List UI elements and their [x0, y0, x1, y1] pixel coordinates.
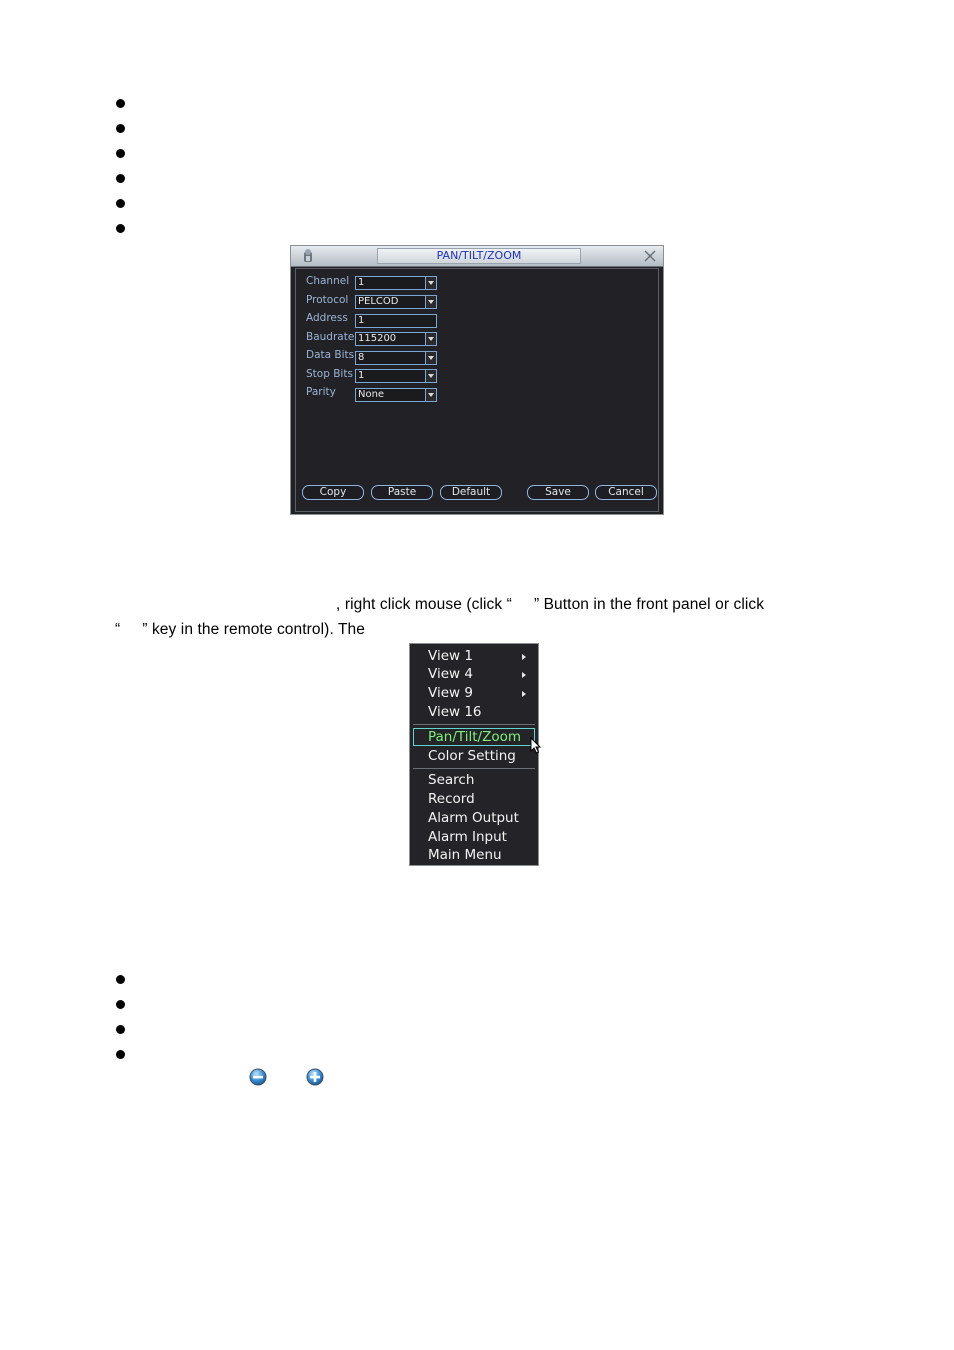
menu-item-search[interactable]: Search: [428, 772, 475, 788]
copy-button[interactable]: Copy: [302, 485, 364, 500]
app-icon: [301, 248, 315, 264]
address-value: 1: [358, 315, 365, 326]
paste-button[interactable]: Paste: [371, 485, 433, 500]
menu-item-main-menu[interactable]: Main Menu: [428, 847, 502, 863]
menu-item-alarm-input[interactable]: Alarm Input: [428, 829, 507, 845]
stop-bits-select[interactable]: [355, 369, 437, 383]
context-menu: [409, 643, 539, 866]
menu-item-alarm-output[interactable]: Alarm Output: [428, 810, 519, 826]
data-bits-value: 8: [358, 352, 365, 363]
parity-select[interactable]: [355, 388, 437, 402]
plus-circle-icon: [306, 1068, 324, 1086]
chevron-down-icon[interactable]: [425, 352, 436, 364]
chevron-right-icon: [522, 691, 526, 697]
menu-item-view-4[interactable]: View 4: [428, 666, 473, 682]
data-bits-label: Data Bits: [306, 349, 355, 361]
cancel-button[interactable]: Cancel: [595, 485, 657, 500]
bullet-5: [116, 199, 125, 208]
bullet-7: [116, 975, 125, 984]
chevron-right-icon: [522, 672, 526, 678]
menu-separator: [413, 768, 535, 769]
instruction-line-2: “ ” key in the remote control). The: [115, 621, 365, 638]
mouse-cursor-icon: [530, 737, 541, 754]
chevron-right-icon: [522, 654, 526, 660]
menu-item-color-setting[interactable]: Color Setting: [428, 748, 516, 764]
ptz-content: [295, 268, 659, 512]
bullet-6: [116, 224, 125, 233]
default-button[interactable]: Default: [440, 485, 502, 500]
baudrate-value: 115200: [358, 333, 397, 344]
bullet-2: [116, 124, 125, 133]
menu-item-view-9[interactable]: View 9: [428, 685, 473, 701]
menu-item-view-16[interactable]: View 16: [428, 704, 482, 720]
bullet-8: [116, 1000, 125, 1009]
menu-item-pan-tilt-zoom[interactable]: Pan/Tilt/Zoom: [428, 729, 522, 745]
chevron-down-icon[interactable]: [425, 296, 436, 308]
protocol-select[interactable]: [355, 295, 437, 309]
address-input[interactable]: [355, 314, 437, 328]
chevron-down-icon[interactable]: [425, 333, 436, 345]
baudrate-select[interactable]: [355, 332, 437, 346]
stop-bits-value: 1: [358, 370, 365, 381]
bullet-10: [116, 1050, 125, 1059]
chevron-down-icon[interactable]: [425, 370, 436, 382]
menu-item-view-1[interactable]: View 1: [428, 648, 473, 664]
minus-circle-icon: [249, 1068, 267, 1086]
bullet-9: [116, 1025, 125, 1034]
ptz-title: PAN/TILT/ZOOM: [377, 248, 581, 264]
ptz-titlebar: [291, 246, 663, 267]
chevron-down-icon[interactable]: [425, 277, 436, 289]
bullet-4: [116, 174, 125, 183]
bullet-3: [116, 149, 125, 158]
stop-bits-label: Stop Bits: [306, 368, 353, 380]
bullet-1: [116, 99, 125, 108]
menu-item-record[interactable]: Record: [428, 791, 475, 807]
data-bits-select[interactable]: [355, 351, 437, 365]
instruction-line-1: , right click mouse (click “ ” Button in the front panel or click: [336, 596, 765, 613]
chevron-down-icon[interactable]: [425, 389, 436, 401]
parity-label: Parity: [306, 386, 336, 398]
parity-value: None: [358, 389, 385, 400]
protocol-value: PELCOD: [358, 296, 399, 307]
menu-separator: [413, 724, 535, 725]
address-label: Address: [306, 312, 348, 324]
close-icon[interactable]: [643, 249, 657, 263]
channel-label: Channel: [306, 275, 350, 287]
protocol-label: Protocol: [306, 294, 349, 306]
baudrate-label: Baudrate: [306, 331, 355, 343]
ptz-dialog: [290, 245, 664, 515]
save-button[interactable]: Save: [527, 485, 589, 500]
channel-select[interactable]: [355, 276, 437, 290]
channel-value: 1: [358, 277, 365, 288]
